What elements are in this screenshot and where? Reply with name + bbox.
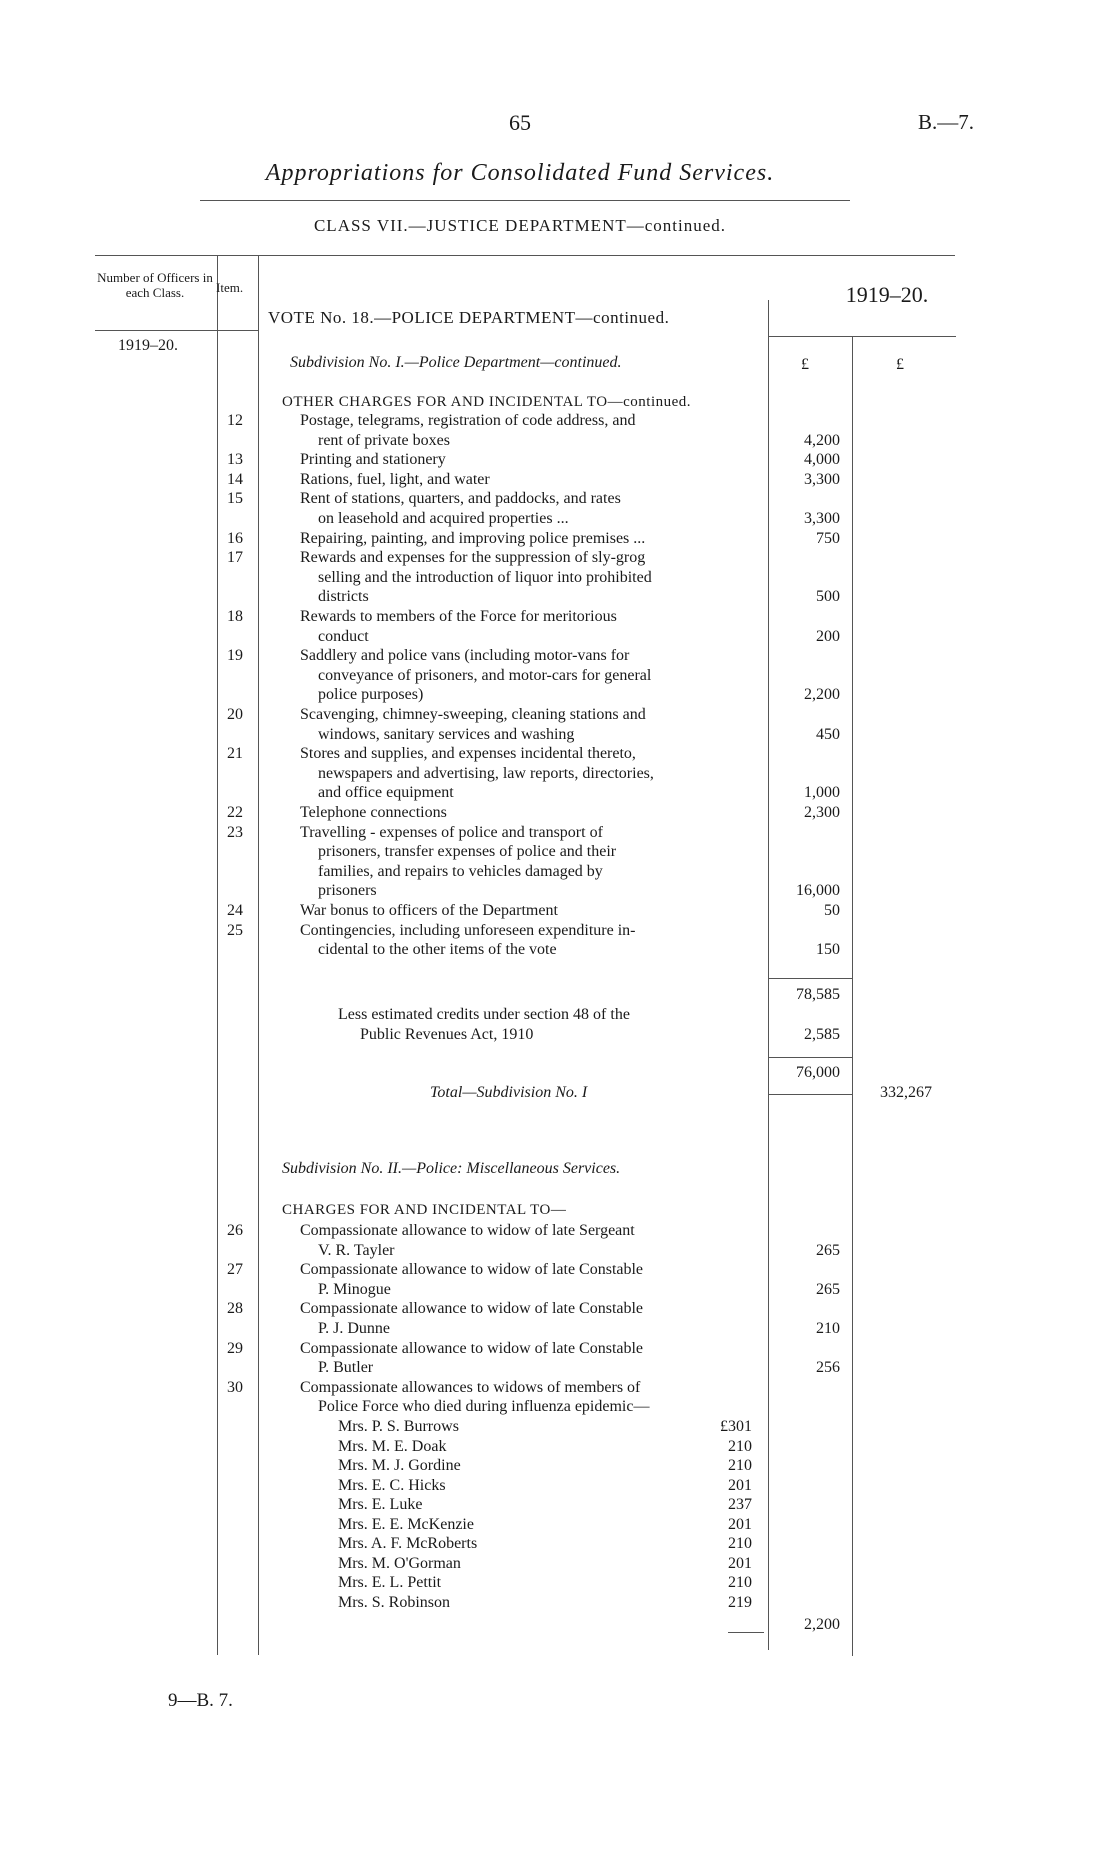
subdivision-1-total-label: Total—Subdivision No. I	[430, 1084, 588, 1101]
widow-amount: 210	[728, 1437, 752, 1455]
officers-year: 1919–20.	[118, 337, 178, 354]
item-description: Rent of stations, quarters, and paddocks, and rates	[300, 490, 621, 507]
item-amount: 3,300	[804, 471, 840, 488]
officers-column-header: Number of Officers in each Class.	[97, 270, 213, 300]
sub1-item-row	[0, 490, 1114, 510]
item-description: prisoners	[318, 882, 377, 899]
item-number: 30	[227, 1379, 243, 1396]
sub2-item-row	[0, 1281, 1114, 1301]
item-amount: 4,200	[804, 432, 840, 449]
item-amount: 16,000	[796, 882, 840, 899]
sub1-item-row	[0, 824, 1114, 844]
item-description: Postage, telegrams, registration of code address, and	[300, 412, 636, 429]
sub1-item-row	[0, 588, 1114, 608]
total-rule	[768, 1094, 853, 1095]
gross-amount: 78,585	[796, 986, 840, 1003]
sub1-item-row	[0, 745, 1114, 765]
item-description: Printing and stationery	[300, 451, 446, 468]
net-amount: 76,000	[796, 1064, 840, 1081]
item-description: Contingencies, including unforeseen expenditure in-	[300, 922, 636, 939]
item-description: Compassionate allowance to widow of late Constable	[300, 1300, 644, 1317]
item-description: V. R. Tayler	[318, 1242, 395, 1259]
item-amount: 265	[816, 1281, 840, 1298]
footer-signature: 9—B. 7.	[168, 1690, 233, 1711]
sub1-item-row	[0, 530, 1114, 550]
widow-amount: 210	[728, 1535, 752, 1552]
item-description: and office equipment	[318, 784, 454, 801]
amount-head-rule	[768, 336, 956, 337]
item-description: police purposes)	[318, 686, 424, 703]
widow-name: Mrs. S. Robinson	[338, 1593, 451, 1611]
item-number: 20	[227, 706, 243, 723]
item-description: on leasehold and acquired properties ...	[318, 510, 569, 527]
item-amount: 50	[824, 902, 840, 919]
sub2-item-row	[0, 1340, 1114, 1360]
item-amount: 2,200	[804, 686, 840, 703]
item-amount: 2,300	[804, 804, 840, 821]
widow-row	[0, 1516, 1114, 1536]
sub1-item-row	[0, 510, 1114, 530]
widow-row	[0, 1555, 1114, 1575]
officers-head-rule	[95, 330, 217, 331]
year-column-header: 1919–20.	[845, 282, 929, 307]
item-amount: 200	[816, 628, 840, 645]
widow-row	[0, 1496, 1114, 1516]
item-column-header: Item.	[216, 280, 244, 295]
sub1-item-row	[0, 412, 1114, 432]
item-number: 16	[227, 530, 243, 547]
sub1-item-row	[0, 726, 1114, 746]
sub2-item-row	[0, 1359, 1114, 1379]
sub2-item-row	[0, 1261, 1114, 1281]
item-description: P. Minogue	[318, 1281, 391, 1298]
item-number: 29	[227, 1340, 243, 1357]
item-head-rule	[218, 330, 258, 331]
item-description: conveyance of prisoners, and motor-cars for general	[318, 667, 652, 684]
sub1-item-row	[0, 882, 1114, 902]
item-number: 13	[227, 451, 243, 468]
item-number: 27	[227, 1261, 243, 1278]
item-description: Rewards to members of the Force for meritorious	[300, 608, 617, 625]
item-description: Travelling - expenses of police and transport of	[300, 824, 603, 841]
less-credits-line-2: Public Revenues Act, 1910	[360, 1026, 534, 1043]
net-row	[0, 1064, 1114, 1084]
item-description: Telephone connections	[300, 804, 447, 821]
widow-total-row	[0, 1616, 1114, 1636]
item-description: Repairing, painting, and improving police premises ...	[300, 530, 646, 547]
item-description: Stores and supplies, and expenses incidental thereto,	[300, 745, 636, 762]
item-description: cidental to the other items of the vote	[318, 941, 557, 958]
sub1-item-row	[0, 706, 1114, 726]
sub2-item-row	[0, 1300, 1114, 1320]
subdivision-2-group-heading: CHARGES FOR AND INCIDENTAL TO—	[282, 1202, 567, 1218]
currency-right: £	[896, 356, 904, 373]
item-number: 24	[227, 902, 243, 919]
item-description: Police Force who died during influenza epidemic—	[318, 1398, 650, 1415]
item-number: 25	[227, 922, 243, 939]
item-amount: 265	[816, 1242, 840, 1259]
sub1-item-row	[0, 843, 1114, 863]
widow-amount: 201	[728, 1476, 752, 1494]
less-row	[0, 1026, 1114, 1046]
widow-amount: 219	[728, 1593, 752, 1611]
widow-name: Mrs. M. J. Gordine	[338, 1457, 461, 1474]
item-description: P. J. Dunne	[318, 1320, 391, 1337]
widow-amount: 210	[728, 1457, 752, 1474]
widow-row	[0, 1438, 1114, 1458]
less-credits-line-1: Less estimated credits under section 48 of the	[338, 1006, 630, 1023]
sub1-item-row	[0, 569, 1114, 589]
widow-row	[0, 1594, 1114, 1614]
widow-amount: 210	[728, 1574, 752, 1591]
table-top-rule	[95, 255, 955, 256]
item-number: 17	[227, 549, 243, 566]
page-title: Appropriations for Consolidated Fund Services.	[265, 160, 775, 186]
widow-amount: 201	[728, 1515, 752, 1533]
sub2-item-row	[0, 1242, 1114, 1262]
item-number: 21	[227, 745, 243, 762]
sub2-item-row	[0, 1222, 1114, 1242]
widow-name: Mrs. M. O'Gorman	[338, 1554, 461, 1572]
item-description: Rewards and expenses for the suppression of sly-grog	[300, 549, 646, 566]
widow-amount: 237	[728, 1496, 752, 1513]
widow-row	[0, 1418, 1114, 1438]
subdivision-1-total-amount: 332,267	[880, 1084, 932, 1101]
item-number: 18	[227, 608, 243, 625]
item-amount: 150	[816, 941, 840, 958]
item-number: 19	[227, 647, 243, 664]
sub1-item-row	[0, 647, 1114, 667]
item-number: 12	[227, 412, 243, 429]
sub1-item-row	[0, 765, 1114, 785]
item-description: Scavenging, chimney-sweeping, cleaning stations and	[300, 706, 646, 723]
item-description: prisoners, transfer expenses of police and their	[318, 843, 617, 860]
sub1-item-row	[0, 784, 1114, 804]
item-amount: 4,000	[804, 451, 840, 468]
widow-row	[0, 1457, 1114, 1477]
subdivision-1-group-heading: OTHER CHARGES FOR AND INCIDENTAL TO—continued.	[282, 394, 692, 410]
sub2-item-row	[0, 1398, 1114, 1418]
item-number: 23	[227, 824, 243, 841]
sub1-item-row	[0, 608, 1114, 628]
subdivision-1-title: Subdivision No. I.—Police Department—continued.	[290, 354, 622, 371]
item-number: 14	[227, 471, 243, 488]
title-rule	[200, 200, 850, 201]
sub1-item-row	[0, 922, 1114, 942]
widow-amount: £301	[720, 1418, 752, 1435]
item-description: Compassionate allowance to widow of late Constable	[300, 1340, 644, 1357]
sub1-item-row	[0, 471, 1114, 491]
item-description: newspapers and advertising, law reports, directories,	[318, 765, 654, 782]
item-number: 22	[227, 804, 243, 821]
item-description: P. Butler	[318, 1359, 374, 1376]
sub1-item-row	[0, 686, 1114, 706]
net-rule	[768, 1057, 853, 1058]
widow-name: Mrs. A. F. McRoberts	[338, 1535, 478, 1552]
sub1-item-row	[0, 451, 1114, 471]
sub1-item-row	[0, 902, 1114, 922]
subdivision-2-title: Subdivision No. II.—Police: Miscellaneous Services.	[282, 1160, 621, 1177]
widow-name: Mrs. E. L. Pettit	[338, 1574, 442, 1591]
item-description: rent of private boxes	[318, 432, 450, 449]
widow-name: Mrs. M. E. Doak	[338, 1437, 447, 1455]
item-description: conduct	[318, 628, 369, 645]
vote-title: VOTE No. 18.—POLICE DEPARTMENT—continued.	[268, 308, 670, 327]
gross-rule	[768, 978, 853, 979]
item-description: Compassionate allowances to widows of members of	[300, 1379, 641, 1396]
class-heading: CLASS VII.—JUSTICE DEPARTMENT—continued.	[313, 216, 727, 235]
widow-row	[0, 1535, 1114, 1555]
item-amount: 750	[816, 530, 840, 547]
item-amount: 3,300	[804, 510, 840, 527]
widow-row	[0, 1477, 1114, 1497]
widow-row	[0, 1574, 1114, 1594]
less-amount: 2,585	[804, 1026, 840, 1043]
sub1-item-row	[0, 941, 1114, 961]
item-description: War bonus to officers of the Department	[300, 902, 558, 919]
item-description: windows, sanitary services and washing	[318, 726, 575, 743]
sub1-item-row	[0, 549, 1114, 569]
item-description: Compassionate allowance to widow of late Constable	[300, 1261, 644, 1278]
sub1-item-row	[0, 863, 1114, 883]
item-number: 28	[227, 1300, 243, 1317]
currency-left: £	[801, 356, 809, 373]
item-amount: 500	[816, 588, 840, 605]
widow-name: Mrs. P. S. Burrows	[338, 1418, 459, 1435]
sub1-item-row	[0, 628, 1114, 648]
sub1-item-row	[0, 667, 1114, 687]
item-amount: 1,000	[804, 784, 840, 801]
widow-name: Mrs. E. E. McKenzie	[338, 1515, 474, 1533]
item-description: families, and repairs to vehicles damaged by	[318, 863, 603, 880]
item-number: 15	[227, 490, 243, 507]
item-amount: 256	[816, 1359, 840, 1376]
widow-total-amount: 2,200	[804, 1616, 840, 1633]
sub1-item-row	[0, 804, 1114, 824]
item-description: Compassionate allowance to widow of late Sergeant	[300, 1222, 635, 1239]
sub2-item-row	[0, 1379, 1114, 1399]
page-number: 65	[509, 110, 531, 135]
item-amount: 450	[816, 726, 840, 743]
sub2-item-row	[0, 1320, 1114, 1340]
page-reference: B.—7.	[917, 110, 974, 134]
item-description: Saddlery and police vans (including motor-vans for	[300, 647, 630, 664]
item-description: Rations, fuel, light, and water	[300, 471, 490, 488]
widow-name: Mrs. E. Luke	[338, 1496, 423, 1513]
sub1-item-row	[0, 432, 1114, 452]
item-amount: 210	[816, 1320, 840, 1337]
widow-name: Mrs. E. C. Hicks	[338, 1476, 446, 1494]
item-description: districts	[318, 588, 369, 605]
item-number: 26	[227, 1222, 243, 1239]
gross-row	[0, 986, 1114, 1006]
item-description: selling and the introduction of liquor into prohibited	[318, 569, 652, 586]
widow-amount: 201	[728, 1554, 752, 1572]
